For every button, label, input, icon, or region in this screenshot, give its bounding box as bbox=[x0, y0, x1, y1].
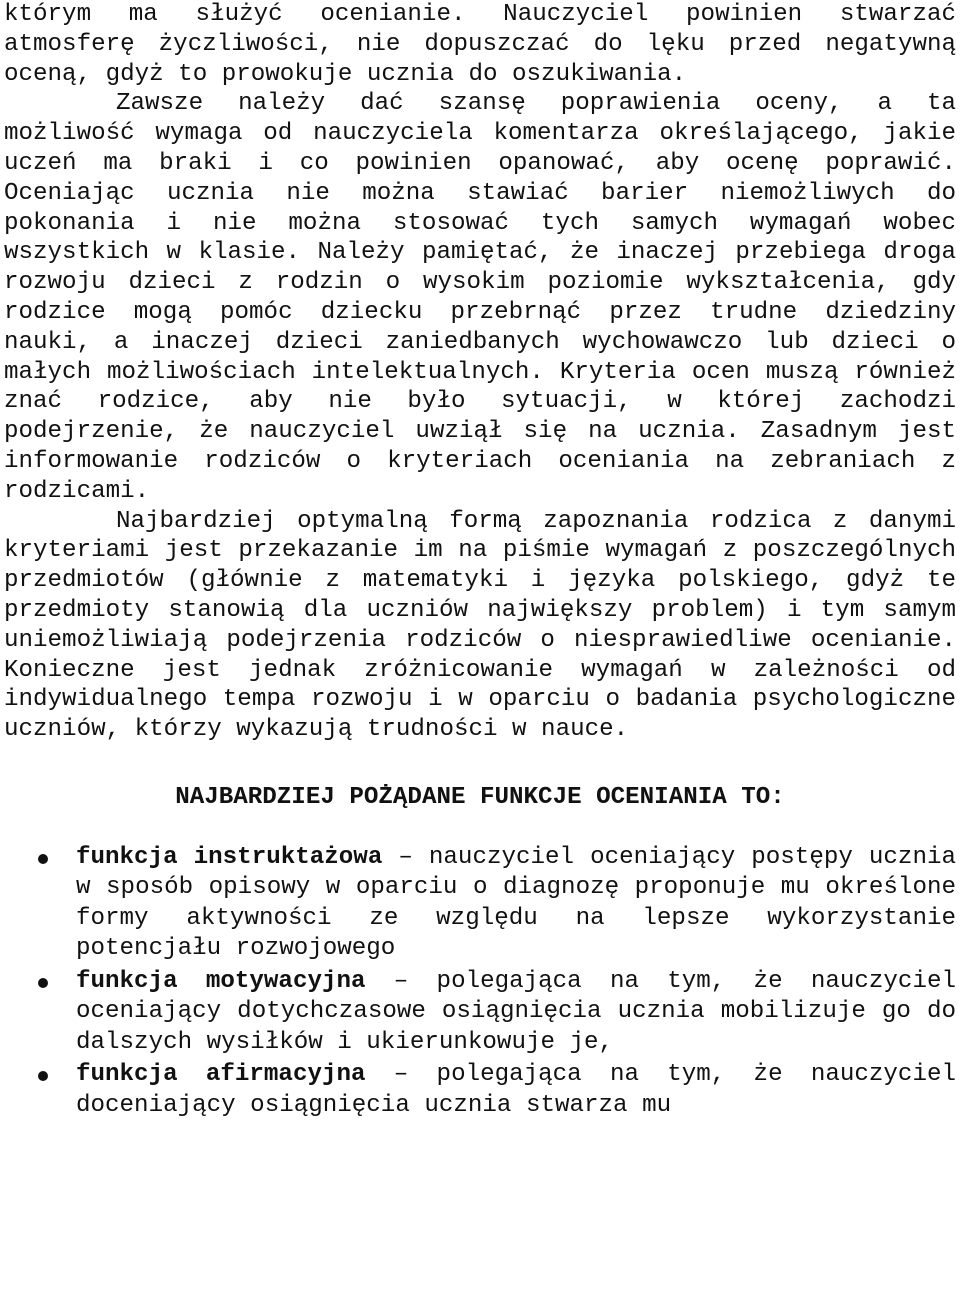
list-item-motivational bbox=[4, 967, 956, 1059]
document-page bbox=[4, 0, 956, 1123]
list-item-affirmative bbox=[4, 1060, 956, 1121]
function-term: funkcja afirmacyjna bbox=[76, 1061, 366, 1089]
section-heading: NAJBARDZIEJ POŻĄDANE FUNKCJE OCENIANIA TO: bbox=[175, 783, 785, 811]
function-term: funkcja motywacyjna bbox=[76, 967, 366, 995]
function-description: – polegająca na tym, że nauczyciel oceniający dotychczasowe osiągnięcia ucznia mobilizuje go do dalszych wysiłków i ukierunkowuje je, bbox=[76, 967, 956, 1056]
paragraph-1: którym ma służyć ocenianie. Nauczyciel powinien stwarzać atmosferę życzliwości, nie dopuszczać do lęku przed negatywną oceną, gdyż to prowokuje ucznia do oszukiwania. bbox=[4, 1, 956, 88]
function-description: – nauczyciel oceniający postępy ucznia w sposób opisowy w oparciu o diagnozę proponuje mu określone formy aktywności ze względu na lepsze wykorzystanie potencjału rozwojowego bbox=[76, 843, 956, 963]
function-description: – polegająca na tym, że nauczyciel doceniający osiągnięcia ucznia stwarza mu bbox=[76, 1061, 956, 1119]
list-item-instructional bbox=[4, 843, 956, 965]
bullet-icon bbox=[38, 1071, 48, 1081]
function-term: funkcja instruktażowa bbox=[76, 843, 383, 871]
functions-list bbox=[4, 843, 956, 1122]
paragraph-2: Zawsze należy dać szansę poprawienia oceny, a ta możliwość wymaga od nauczyciela komentarza określającego, jakie uczeń ma braki i co powinien opanować, aby ocenę poprawić. Oceniając ucznia nie można stawiać barier niemożliwych do pokonania i nie można stosować tych samych wymagań wobec wszystkich w klasie. Należy pamiętać, że inaczej przebiega droga rozwoju dzieci z rodzin o wysokim poziomie wykształcenia, gdy rodzice mogą pomóc dziecku przebrnąć przez trudne dziedziny nauki, a inaczej dzieci zaniedbanych wychowawczo lub dzieci o małych możliwościach intelektualnych. Kryteria ocen muszą również znać rodzice, aby nie było sytuacji, w której zachodzi podejrzenie, że nauczyciel uwziął się na ucznia. Zasadnym jest informowanie rodziców o kryteriach oceniania na zebraniach z rodzicami. bbox=[4, 90, 956, 505]
bullet-icon bbox=[38, 978, 48, 988]
bullet-icon bbox=[38, 854, 48, 864]
paragraph-3: Najbardziej optymalną formą zapoznania rodzica z danymi kryteriami jest przekazanie im na piśmie wymagań z poszczególnych przedmiotów (głównie z matematyki i języka polskiego, gdyż te przedmioty stanowią dla uczniów największy problem) i tym samym uniemożliwiają podejrzenia rodziców o niesprawiedliwe ocenianie. Konieczne jest jednak zróżnicowanie wymagań w zależności od indywidualnego tempa rozwoju i w oparciu o badania psychologiczne uczniów, którzy wykazują trudności w nauce. bbox=[4, 507, 956, 744]
